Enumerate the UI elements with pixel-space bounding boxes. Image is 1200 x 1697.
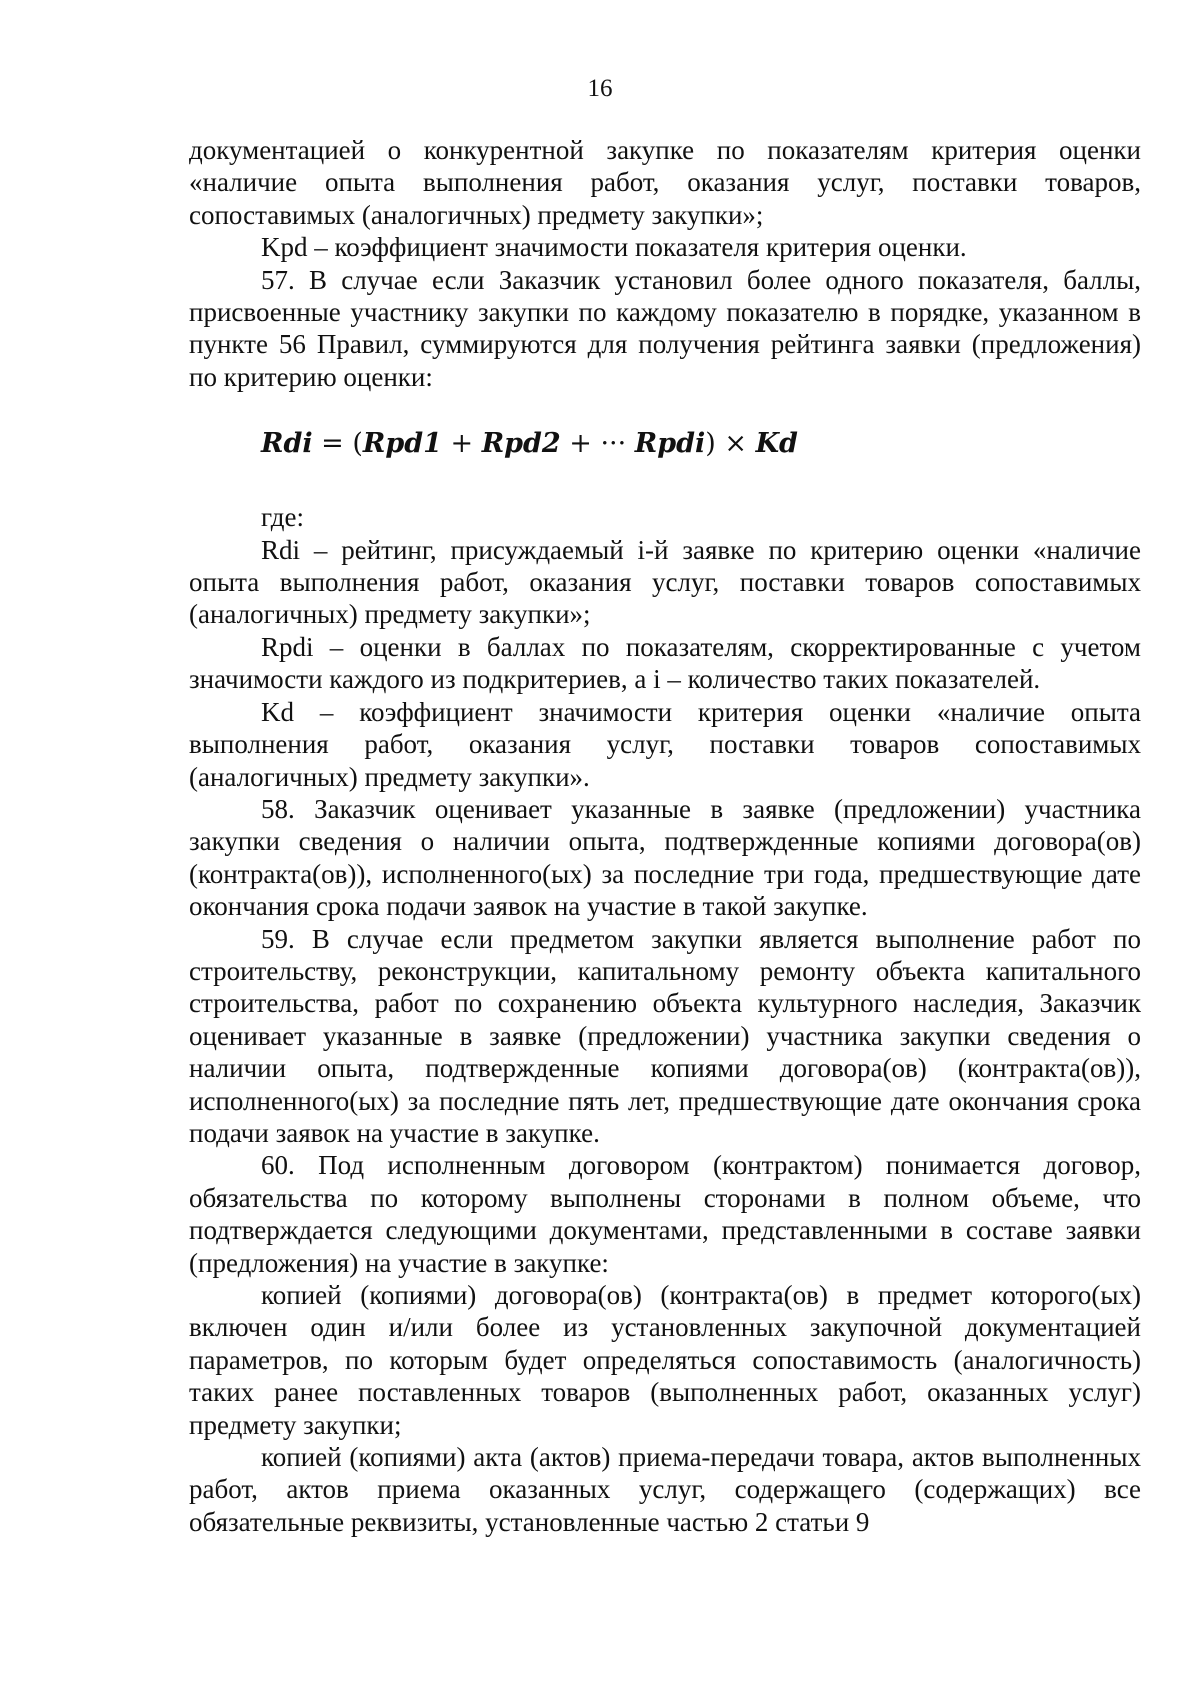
paragraph-58: 58. Заказчик оценивает указанные в заявке (предложении) участника закупки сведения о наличии опыта, подтвержденные копиями договора(ов) (контракта(ов)), исполненного(ых) за последние три года, предшествующие дате окончания срока подачи заявок на участие в такой закупке. <box>189 793 1141 922</box>
paragraph-60: 60. Под исполненным договором (контрактом) понимается договор, обязательства по которому выполнены сторонами в полном объеме, что подтверждается следующими документами, представленными в составе заявки (предложения) на участие в закупке: <box>189 1150 1141 1278</box>
paragraph-contract-copies: копией (копиями) договора(ов) (контракта(ов) в предмет которого(ых) включен один и/или более из установленных закупочной документацией параметров, по которым будет определяться сопоставимость (аналогичность) таких ранее поставленных товаров (выполненных работ, оказанных услуг) предмету закупки; <box>189 1280 1141 1440</box>
paragraph-rdi-definition: Rdi – рейтинг, присуждаемый i-й заявке по критерию оценки «наличие опыта выполнения работ, оказания услуг, поставки товаров сопоставимых (аналогичных) предмету закупки»; <box>189 534 1141 630</box>
rating-formula <box>261 427 1141 461</box>
where-label: где: <box>261 502 304 533</box>
paragraph-kpd-definition: Kpd – коэффициент значимости показателя критерия оценки. <box>261 232 967 263</box>
formula-term-i: Rpdi <box>634 428 706 460</box>
paragraph-rpdi-definition: Rpdi – оценки в баллах по показателям, скорректированные с учетом значимости каждого из подкритериев, а i – количество таких показателей. <box>189 631 1141 695</box>
paragraph-59: 59. В случае если предметом закупки является выполнение работ по строительству, реконструкции, капитальному ремонту объекта капитального строительства, работ по сохранению объекта культурного наследия, Заказчик оценивает указанные в заявке (предложении) участника закупки сведения о наличии опыта, подтвержденные копиями договора(ов) (контракта(ов)), исполненного(ых) за последние пять лет, предшествующие дате окончания срока подачи заявок на участие в закупке. <box>189 923 1141 1148</box>
formula-term-2: Rpd2 <box>481 428 561 460</box>
formula-coefficient: Kd <box>755 428 798 460</box>
formula-plus-1: + <box>441 428 482 460</box>
paragraph-57: 57. В случае если Заказчик установил более одного показателя, баллы, присвоенные участнику закупки по каждому показателю в порядке, указанном в пункте 56 Правил, суммируются для получения рейтинга заявки (предложения) по критерию оценки: <box>189 264 1141 392</box>
paragraph-act-copies: копией (копиями) акта (актов) приема-передачи товара, актов выполненных работ, актов приема оказанных услуг, содержащего (содержащих) все обязательные реквизиты, установленные частью 2 статьи 9 <box>189 1442 1141 1537</box>
formula-lhs: Rdi <box>261 428 313 460</box>
formula-equals: = ( <box>312 428 363 460</box>
document-body <box>189 134 1141 1538</box>
paragraph-continuation: документацией о конкурентной закупке по показателям критерия оценки «наличие опыта выполнения работ, оказания услуг, поставки товаров, сопоставимых (аналогичных) предмету закупки»; <box>189 135 1141 230</box>
page-number: 16 <box>587 75 613 102</box>
paragraph-kd-definition: Kd – коэффициент значимости критерия оценки «наличие опыта выполнения работ, оказания услуг, поставки товаров сопоставимых (аналогичных) предмету закупки». <box>189 696 1141 792</box>
formula-plus-2: + ··· <box>560 428 635 460</box>
formula-term-1: Rpd1 <box>362 428 442 460</box>
formula-times: ) × <box>705 428 756 460</box>
